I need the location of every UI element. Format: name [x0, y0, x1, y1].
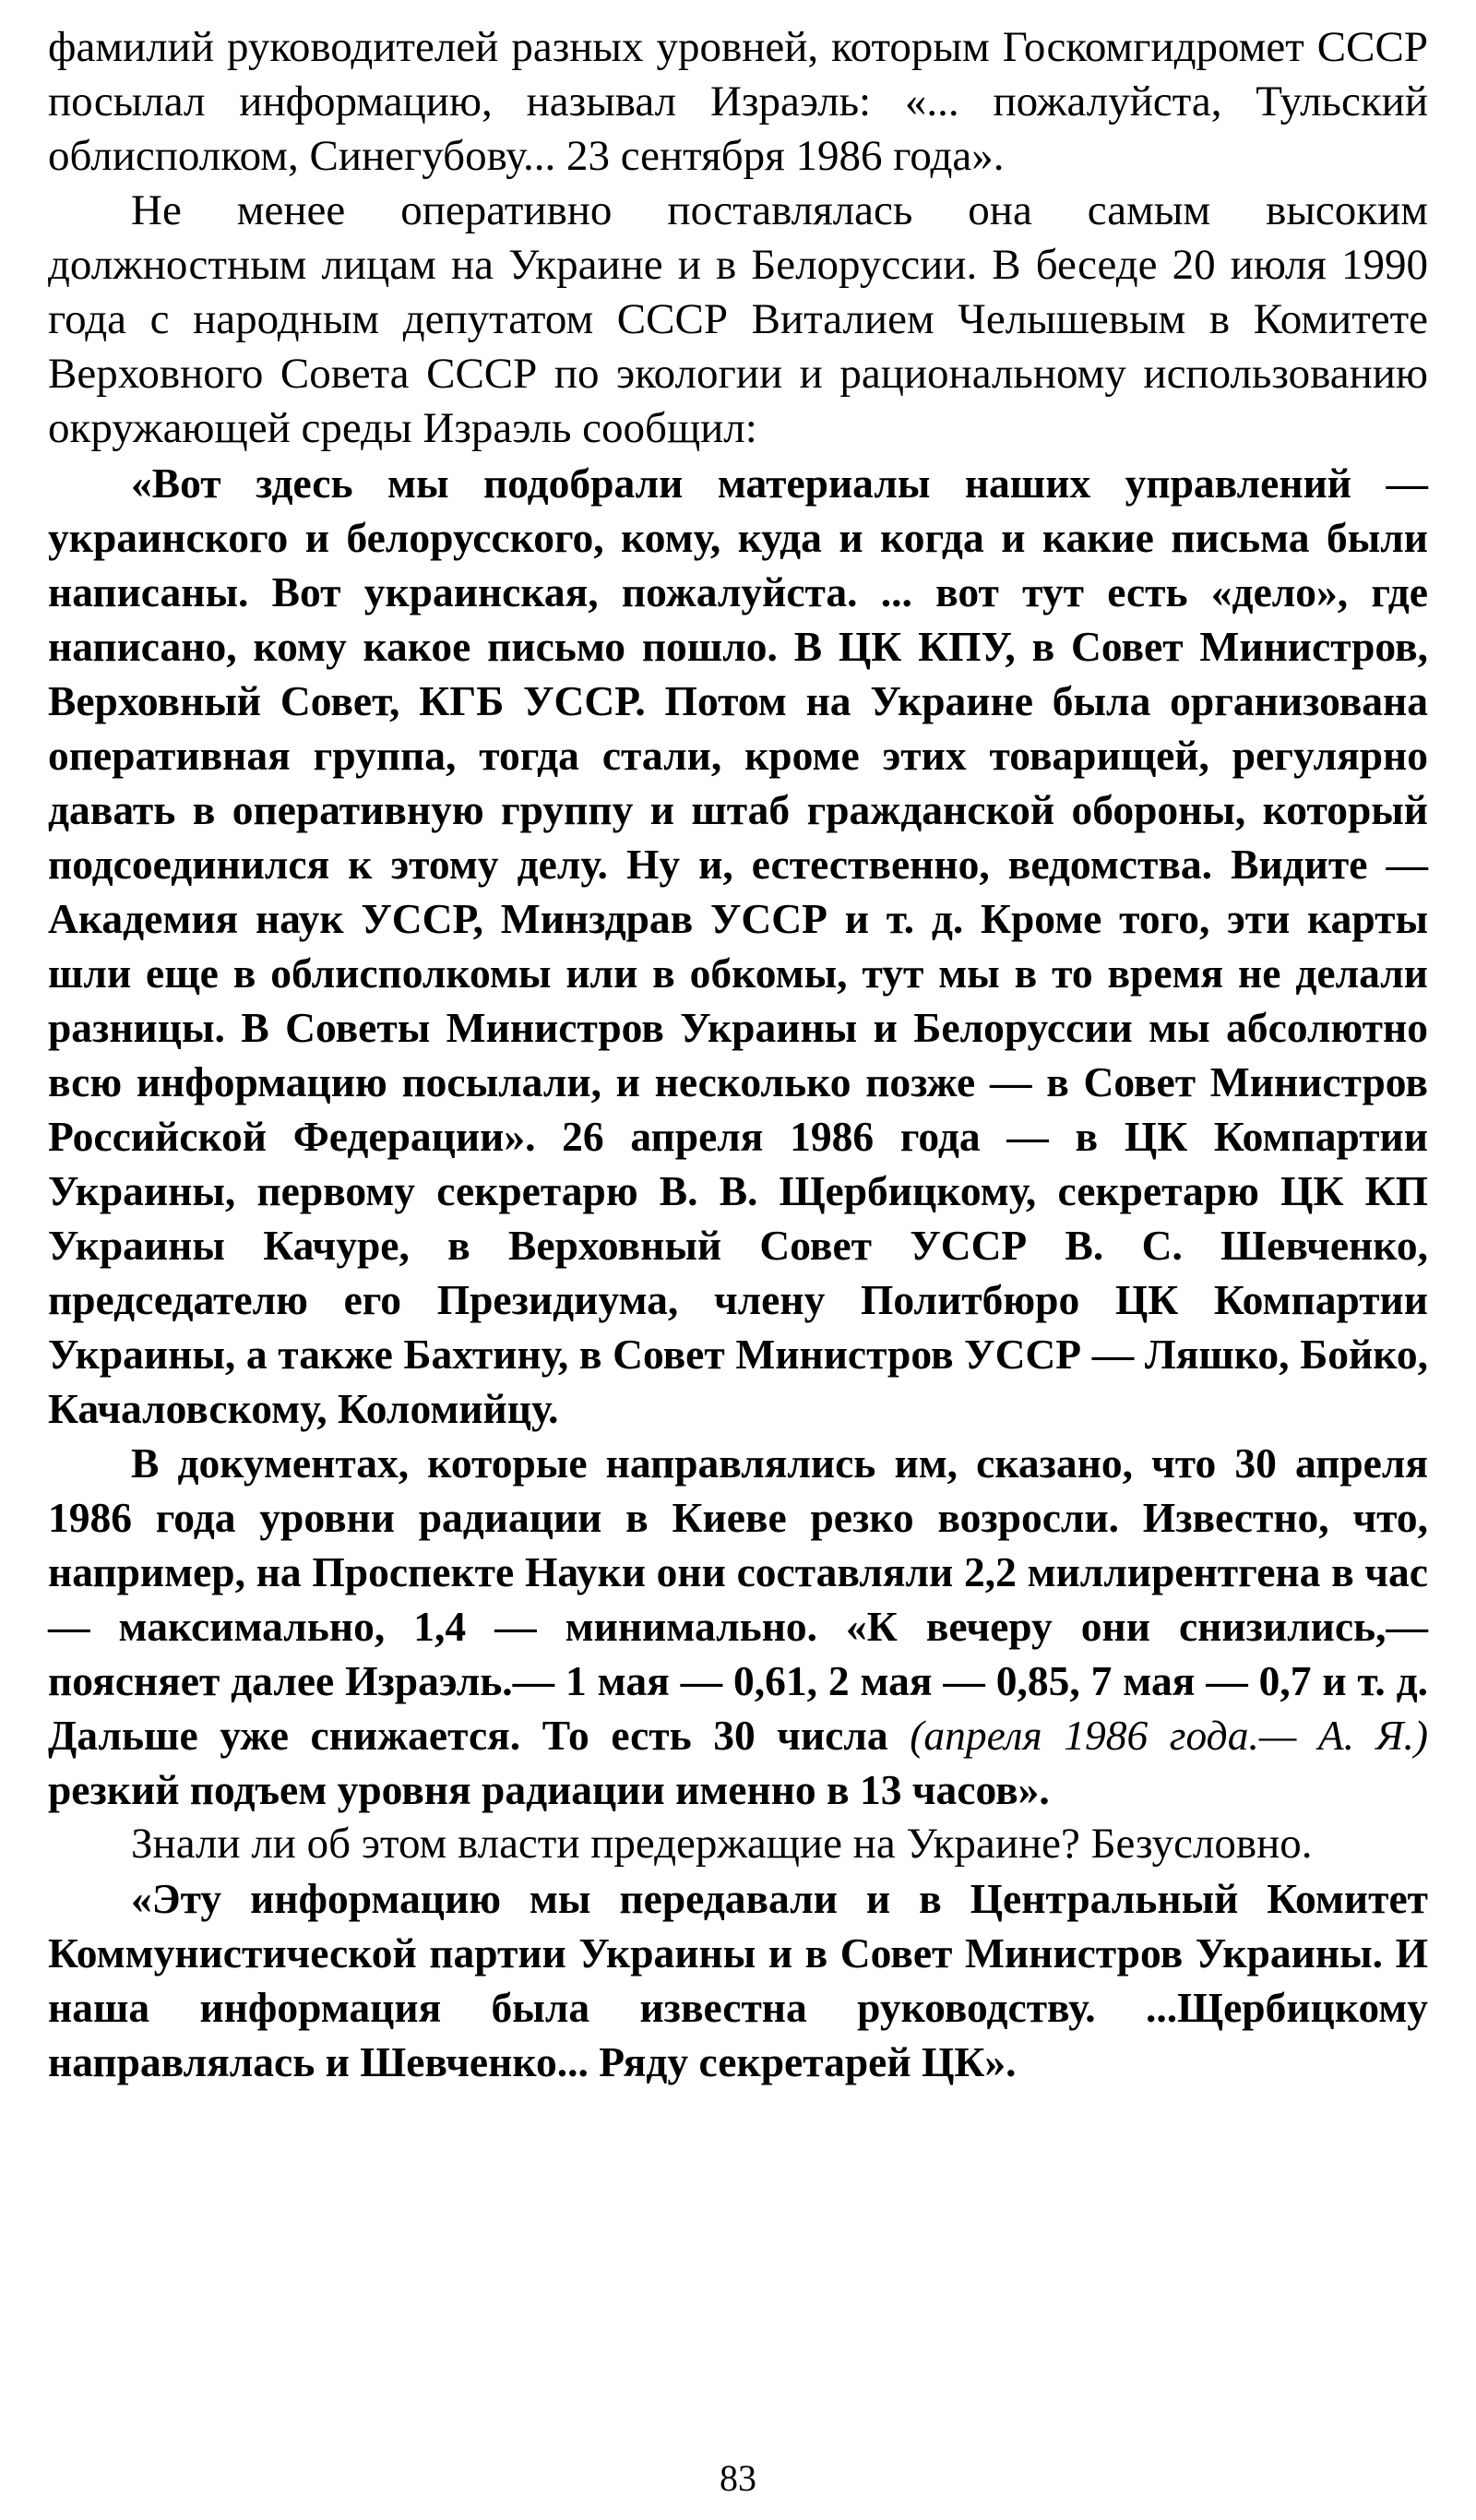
page-number: 83: [720, 2457, 756, 2499]
paragraph-question: Знали ли об этом власти предержащие на Украине? Безусловно.: [131, 1820, 1313, 1868]
quote-information: «Эту информацию мы передавали и в Центральный Комитет Коммунистической партии Украины и в Совет Министров Украины. И наша информация была известна руководству. ...Щербицкому направлялась и Шевченко... Ряду секретарей ЦК».: [48, 1875, 1428, 2085]
page-body: [48, 20, 1428, 2089]
author-note: (апреля 1986 года.— А. Я.): [910, 1712, 1428, 1759]
paragraph-radiation-levels: [48, 1436, 1428, 1817]
radiation-text-after: резкий подъем уровня радиации именно в 13 часов».: [48, 1766, 1050, 1813]
paragraph-continuation: фамилий руководителей разных уровней, которым Госкомгидромет СССР посылал информацию, называл Израэль: «... пожалуйста, Тульский облисполком, Синегубову... 23 сентября 1986 года».: [48, 23, 1428, 180]
paragraph-israel-report: Не менее оперативно поставлялась она самым высоким должностным лицам на Украине и в Белоруссии. В беседе 20 июля 1990 года с народным депутатом СССР Виталием Челышевым в Комитете Верховного Совета СССР по экологии и рациональному использованию окружающей среды Израэль сообщил:: [48, 186, 1428, 452]
radiation-text-before: В документах, которые направлялись им, сказано, что 30 апреля 1986 года уровни радиации в Киеве резко возросли. Известно, что, например, на Проспекте Науки они составляли 2,2 миллирентгена в час — максимально, 1,4 — минимально. «К вечеру они снизились,— поясняет далее Израэль.— 1 мая — 0,61, 2 мая — 0,85, 7 мая — 0,7 и т. д. Дальше уже снижается. То есть 30 числа: [48, 1439, 1428, 1759]
quote-materials: «Вот здесь мы подобрали материалы наших управлений — украинского и белорусского, кому, куда и когда и какие письма были написаны. Вот украинская, пожалуйста. ... вот тут есть «дело», где написано, кому какое письмо пошло. В ЦК КПУ, в Совет Министров, Верховный Совет, КГБ УССР. Потом на Украине была организована оперативная группа, тогда стали, кроме этих товарищей, регулярно давать в оперативную группу и штаб гражданской обороны, который подсоединился к этому делу. Ну и, естественно, ведомства. Видите — Академия наук УССР, Минздрав УССР и т. д. Кроме того, эти карты шли еще в облисполкомы или в обкомы, тут мы в то время не делали разницы. В Советы Министров Украины и Белоруссии мы абсолютно всю информацию посылали, и несколько позже — в Совет Министров Российской Федерации». 26 апреля 1986 года — в ЦК Компартии Украины, первому секретарю В. В. Щербицкому, секретарю ЦК КП Украины Качуре, в Верховный Совет УССР В. С. Шевченко, председателю его Президиума, члену Политбюро ЦК Компартии Украины, а также Бахтину, в Совет Министров УССР — Ляшко, Бойко, Качаловскому, Коломийцу.: [48, 460, 1428, 1432]
